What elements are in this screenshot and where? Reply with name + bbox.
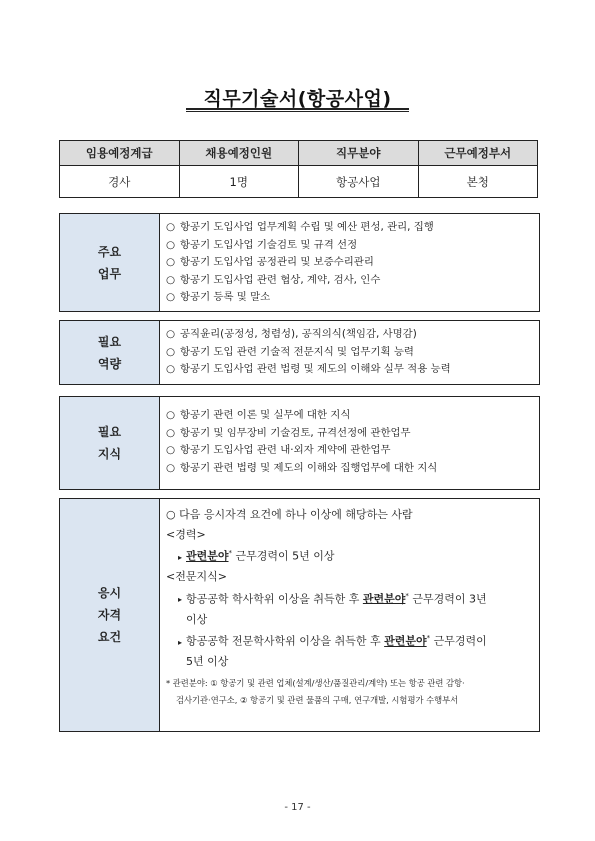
item-text: 항공기 도입사업 기술검토 및 규격 선정 <box>180 238 358 251</box>
list-item <box>166 460 533 478</box>
requirements-intro: ○ 다음 응시자격 요건에 하나 이상에 해당하는 사람 <box>166 508 413 521</box>
label-text: 자격 <box>97 608 122 622</box>
label-text: 주요 <box>97 244 122 259</box>
item-text: 항공기 도입사업 공정관리 및 보증수리관리 <box>180 256 374 269</box>
title-underline <box>186 108 409 110</box>
header-department: 근무예정부서 <box>418 141 538 166</box>
footnote-mark: * <box>426 634 431 643</box>
triangle-bullet-icon: ▸ <box>177 637 182 647</box>
item-text: 근무경력이 5년 이상 <box>232 549 335 563</box>
list-item <box>166 237 533 255</box>
section-required-competencies <box>59 320 540 385</box>
list-item <box>166 407 533 425</box>
section-main-duties <box>59 213 540 312</box>
list-item <box>166 629 533 652</box>
position-summary-table <box>59 140 538 198</box>
title-underline-thin <box>186 111 409 112</box>
section-body <box>160 214 539 311</box>
list-item <box>166 544 533 567</box>
related-field-term: 관련분야 <box>186 549 229 563</box>
triangle-bullet-icon: ▸ <box>177 595 182 605</box>
table-row <box>60 166 538 198</box>
item-text: 항공기 도입사업 관련 법령 및 제도의 이해와 실무 적용 능력 <box>180 363 451 376</box>
label-text: 업무 <box>97 266 122 281</box>
footnote-mark: * <box>228 549 233 557</box>
circle-bullet-icon: ○ <box>166 409 176 421</box>
header-headcount: 채용예정인원 <box>179 141 299 166</box>
list-item <box>166 289 533 307</box>
section-body <box>160 499 539 731</box>
value-headcount: 1명 <box>179 166 299 198</box>
list-item <box>166 326 533 344</box>
circle-bullet-icon: ○ <box>166 221 176 233</box>
circle-bullet-icon: ○ <box>166 345 176 358</box>
value-rank: 경사 <box>60 166 180 198</box>
label-text: 응시 <box>97 586 122 600</box>
table-header-row <box>60 141 538 166</box>
list-item <box>166 587 533 610</box>
circle-bullet-icon: ○ <box>166 444 176 457</box>
career-heading: <경력> <box>166 527 206 541</box>
header-field: 직무분야 <box>299 141 419 166</box>
circle-bullet-icon: ○ <box>166 291 176 304</box>
circle-bullet-icon: ○ <box>166 461 176 474</box>
section-label <box>60 214 160 311</box>
related-field-term: 관련분야 <box>384 634 427 648</box>
item-text: 근무경력이 3년 <box>408 592 487 606</box>
item-continuation: 5년 이상 <box>186 655 229 669</box>
circle-bullet-icon: ○ <box>166 238 176 251</box>
item-text: 항공기 등록 및 말소 <box>180 291 271 304</box>
list-item <box>166 361 533 379</box>
list-item <box>166 254 533 272</box>
header-rank: 임용예정계급 <box>60 141 180 166</box>
list-item <box>166 219 533 237</box>
value-department: 본청 <box>418 166 538 198</box>
item-continuation: 이상 <box>186 612 208 626</box>
page-number: - 17 - <box>284 802 311 813</box>
item-text: 항공기 관련 법령 및 제도의 이해와 집행업무에 대한 지식 <box>180 461 438 474</box>
circle-bullet-icon: ○ <box>166 273 176 286</box>
section-body <box>160 397 539 489</box>
footnote-line: * 관련분야: ① 항공기 및 관련 업체(설계/생산/품질관리/계약) 또는 항공 관련 감항· <box>166 677 465 688</box>
list-item <box>166 272 533 290</box>
item-text: 항공기 도입 관련 기술적 전문지식 및 업무기획 능력 <box>180 345 414 358</box>
section-body <box>160 321 539 384</box>
label-text: 필요 <box>97 425 122 439</box>
label-text: 요건 <box>97 630 122 644</box>
item-text: 항공기 도입사업 업무계획 수립 및 예산 편성, 관리, 집행 <box>180 221 434 233</box>
label-text: 지식 <box>97 447 122 461</box>
circle-bullet-icon: ○ <box>166 328 176 340</box>
item-text: 공직윤리(공정성, 청렴성), 공직의식(책임감, 사명감) <box>180 328 417 340</box>
footnote-line: 검사기관·연구소, ② 항공기 및 관련 물품의 구매, 연구개발, 시험평가 수행부서 <box>176 694 459 705</box>
circle-bullet-icon: ○ <box>166 256 176 269</box>
triangle-bullet-icon: ▸ <box>177 552 182 562</box>
expertise-heading: <전문지식> <box>166 570 227 584</box>
related-field-term: 관련분야 <box>362 592 406 606</box>
section-label <box>60 499 160 731</box>
item-text: 항공기 도입사업 관련 내·외자 계약에 관한업무 <box>180 444 391 457</box>
item-text: 항공기 도입사업 관련 협상, 계약, 검사, 인수 <box>180 273 381 286</box>
list-item <box>166 344 533 362</box>
section-label <box>60 321 160 384</box>
footnote-mark: * <box>405 591 409 600</box>
section-label <box>60 397 160 489</box>
list-item <box>166 442 533 460</box>
circle-bullet-icon: ○ <box>166 363 176 376</box>
value-field: 항공사업 <box>299 166 419 198</box>
section-eligibility-requirements <box>59 498 540 732</box>
item-text: 항공기 및 임무장비 기술검토, 규격선정에 관한업무 <box>180 426 411 439</box>
list-item <box>166 425 533 443</box>
section-required-knowledge <box>59 396 540 490</box>
item-text: 근무경력이 <box>430 634 487 648</box>
circle-bullet-icon: ○ <box>166 426 176 439</box>
label-text: 역량 <box>97 356 122 371</box>
item-text: 항공기 관련 이론 및 실무에 대한 지식 <box>180 409 351 421</box>
label-text: 필요 <box>97 334 122 349</box>
item-text: 항공공학 전문학사학위 이상을 취득한 후 <box>186 634 385 648</box>
page-title: 직무기술서(항공사업) <box>203 88 392 110</box>
item-text: 항공공학 학사학위 이상을 취득한 후 <box>186 592 363 606</box>
